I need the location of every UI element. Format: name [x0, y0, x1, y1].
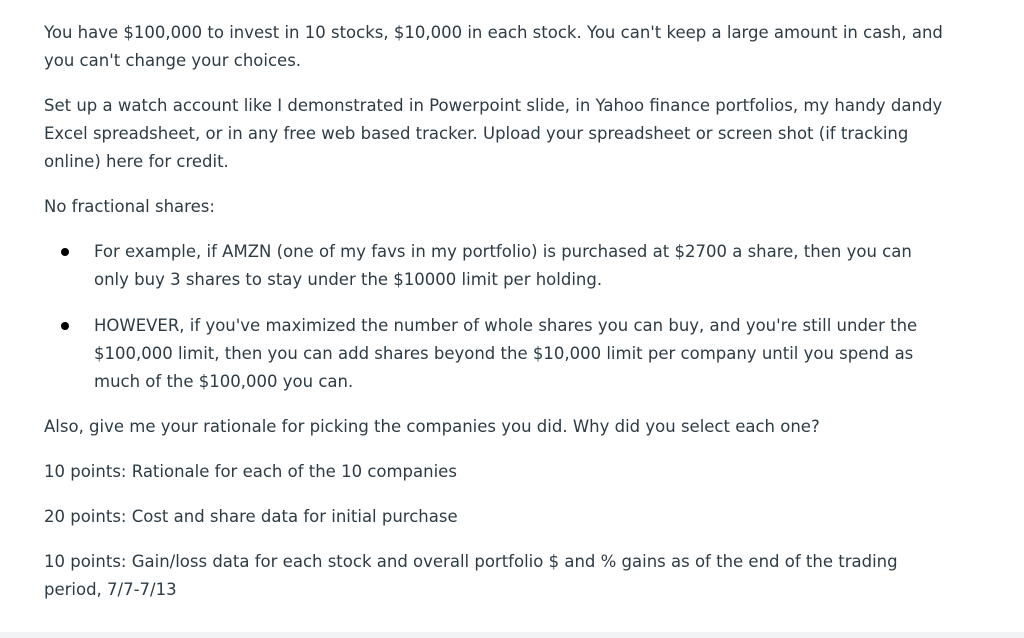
- intro-paragraph: You have $100,000 to invest in 10 stocks, $10,000 in each stock. You can't keep a large amount in cash, and you can't change your choices.: [44, 23, 943, 70]
- list-item: [44, 312, 944, 396]
- setup-paragraph: Set up a watch account like I demonstrated in Powerpoint slide, in Yahoo finance portfolios, my handy dandy Excel spreadsheet, or in any free web based tracker. Upload your spreadsheet or screen shot (if tracking online) here for credit.: [44, 96, 943, 171]
- bullet-icon: [61, 322, 69, 330]
- assignment-description: [44, 19, 944, 621]
- fractional-shares-heading: No fractional shares:: [44, 197, 215, 216]
- page-bottom-edge: [0, 632, 1024, 638]
- rationale-paragraph: Also, give me your rationale for picking the companies you did. Why did you select each one?: [44, 417, 820, 436]
- list-item: [44, 238, 944, 294]
- rules-list: [44, 238, 944, 396]
- list-item-text: For example, if AMZN (one of my favs in my portfolio) is purchased at $2700 a share, then you can only buy 3 shares to stay under the $10000 limit per holding.: [94, 242, 912, 289]
- bullet-icon: [61, 248, 69, 256]
- list-item-text: HOWEVER, if you've maximized the number of whole shares you can buy, and you're still under the $100,000 limit, then you can add shares beyond the $10,000 limit per company until you spend as much of the $100,000 you can.: [94, 316, 918, 391]
- points-rationale: 10 points: Rationale for each of the 10 companies: [44, 462, 457, 481]
- points-cost-share: 20 points: Cost and share data for initial purchase: [44, 507, 458, 526]
- points-gain-loss: 10 points: Gain/loss data for each stock and overall portfolio $ and % gains as of the end of the trading period, 7/7-7/13: [44, 552, 898, 599]
